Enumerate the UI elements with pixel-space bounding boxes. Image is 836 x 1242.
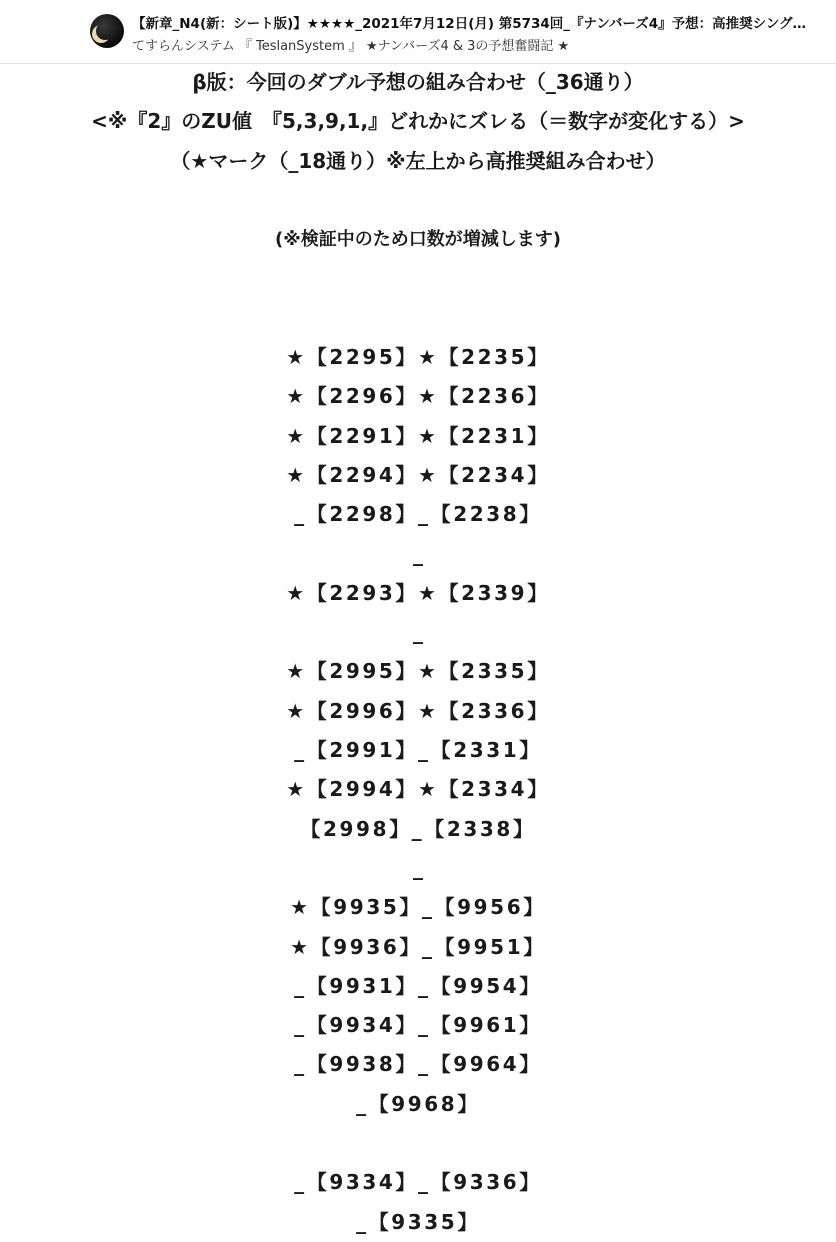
combo-row: 【2998】_【2338】 <box>300 816 536 841</box>
combo-row: ★【2994】★【2334】 <box>286 777 550 802</box>
combo-row: _【9931】_【9954】 <box>294 973 542 998</box>
separator: _ <box>413 620 423 645</box>
article-header <box>0 0 836 64</box>
combo-row: ★【9935】_【9956】 <box>290 895 546 920</box>
intro-line-1: β版：今回のダブル予想の組み合わせ（_36通り） <box>192 70 644 94</box>
separator: _ <box>413 541 423 566</box>
combo-row: ★【2293】★【2339】 <box>286 580 550 605</box>
combo-row: _【9934】_【9961】 <box>294 1013 542 1038</box>
combo-row: ★【2996】★【2336】 <box>286 698 550 723</box>
combo-row: ★【2294】★【2234】 <box>286 462 550 487</box>
combo-row: _【9968】 <box>356 1091 480 1116</box>
combo-row: ★【9936】_【9951】 <box>290 934 546 959</box>
separator: _ <box>413 855 423 880</box>
article-body <box>0 63 836 1242</box>
note-line: (※検証中のため口数が増減します) <box>275 229 561 251</box>
article-title[interactable]: 【新章_N4(新：シート版)】★★★★_2021年7月12日(月) 第5734回_『ナンバーズ4』予想：高推奨シング… <box>132 16 807 32</box>
combo-row: _【2298】_【2238】 <box>294 502 542 527</box>
blank-line <box>0 259 836 298</box>
moon-shape <box>96 22 114 40</box>
blank-line <box>0 181 836 220</box>
combo-row: ★【2295】★【2235】 <box>286 345 550 370</box>
crescent-moon-icon[interactable] <box>90 14 124 48</box>
combo-row: ★【2296】★【2236】 <box>286 384 550 409</box>
combo-row: _【9938】_【9964】 <box>294 1052 542 1077</box>
combo-row: ★【2291】★【2231】 <box>286 423 550 448</box>
intro-line-3: （★マーク（_18通り）※左上から高推奨組み合わせ） <box>170 148 666 173</box>
combo-row: ★【2995】★【2335】 <box>286 659 550 684</box>
intro-line-2: <※『2』のZU値 『5,3,9,1,』どれかにズレる（＝数字が変化する）> <box>91 109 745 134</box>
combo-row: _【2991】_【2331】 <box>294 738 542 763</box>
combo-row: _【9335】 <box>356 1209 480 1234</box>
combo-row: _【9334】_【9336】 <box>294 1170 542 1195</box>
blank-line <box>0 1124 836 1163</box>
blog-name[interactable]: てすらんシステム 『 TeslanSystem 』 ★ナンバーズ4 & 3の予想奮闘記 ★ <box>132 39 570 54</box>
blank-line <box>0 299 836 338</box>
